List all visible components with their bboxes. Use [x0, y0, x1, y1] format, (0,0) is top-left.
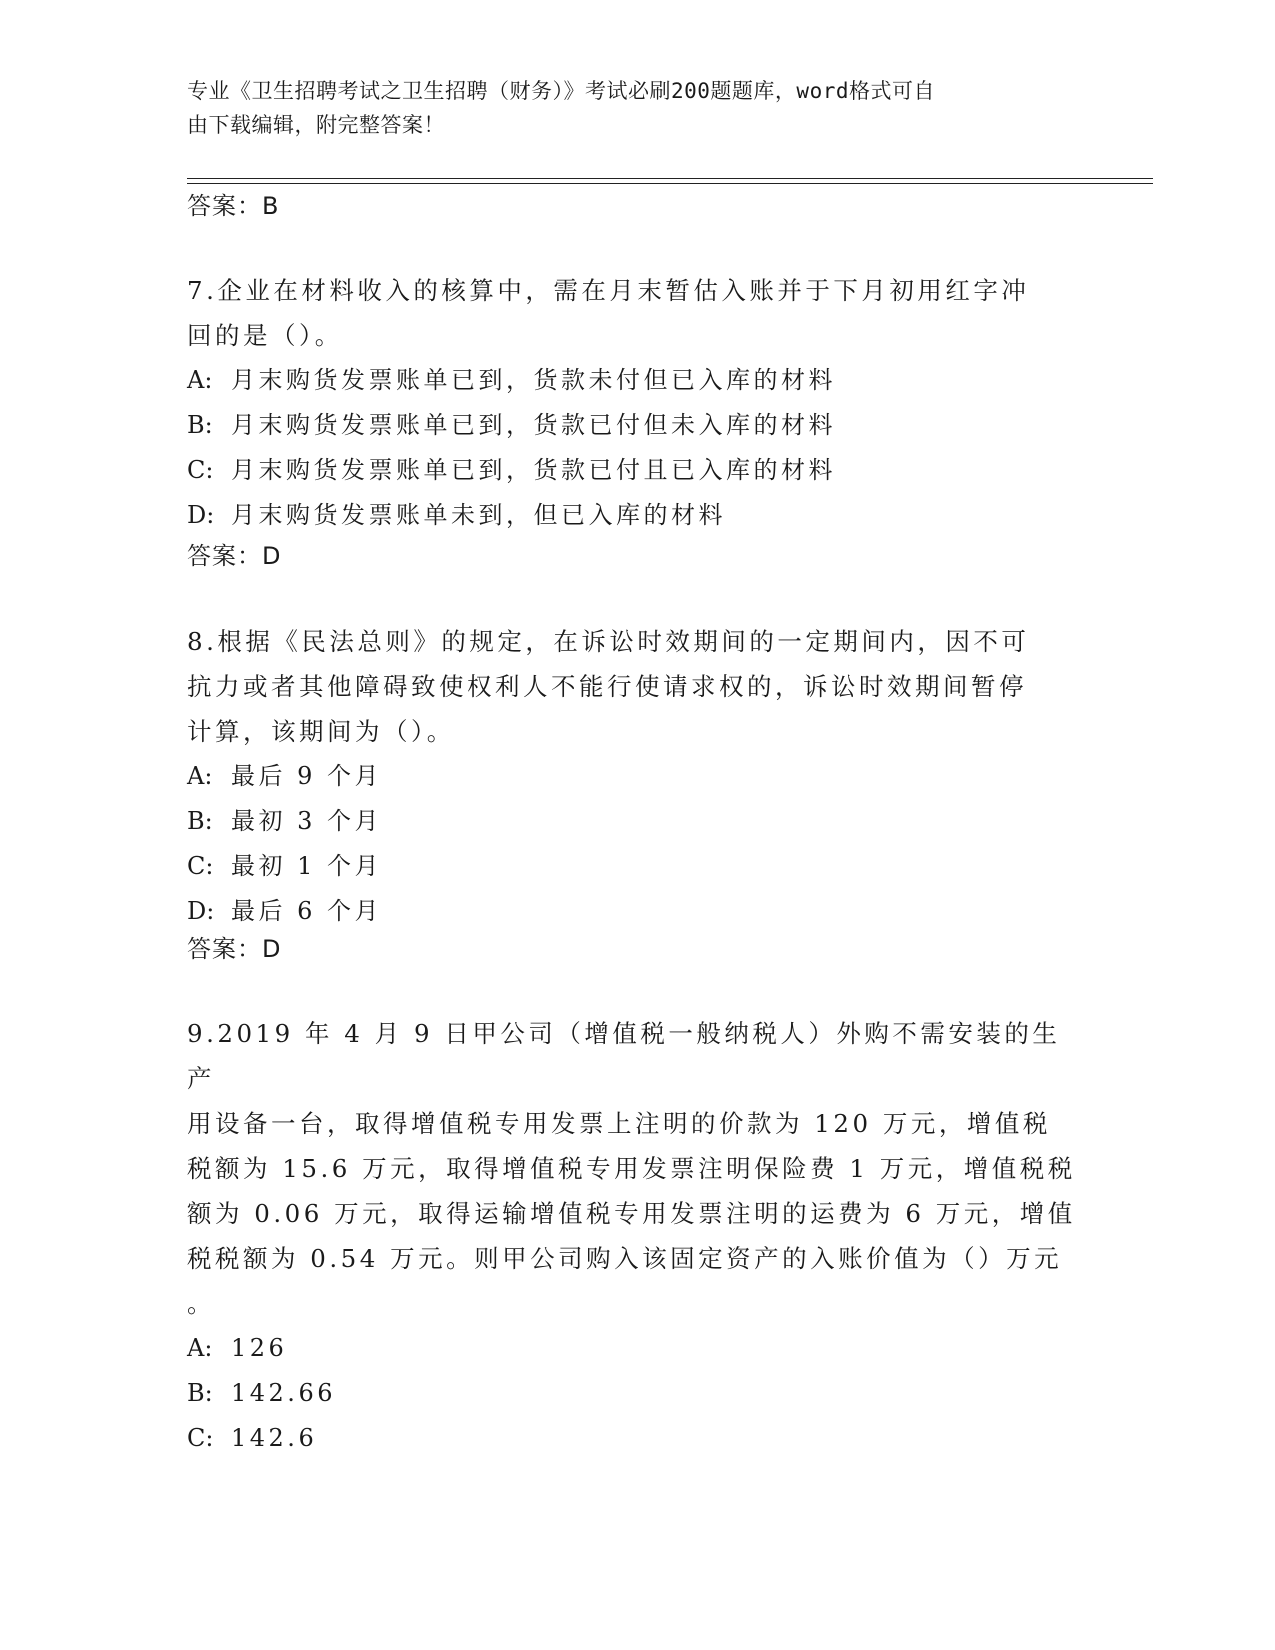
option-label: B:: [187, 1379, 213, 1407]
question-7-line-1: 7.企业在材料收入的核算中，需在月末暂估入账并于下月初用红字冲: [187, 276, 1030, 305]
question-9-line-1: 9.2019 年 4 月 9 日甲公司（增值税一般纳税人）外购不需安装的生产: [187, 1019, 1061, 1093]
header-line-1: 专业《卫生招聘考试之卫生招聘（财务）》考试必刷200题题库，word格式可自: [187, 79, 935, 103]
option-label: B:: [187, 411, 213, 439]
option-label: A:: [187, 762, 213, 790]
page-header: [187, 74, 1067, 142]
question-7-option-c: [187, 448, 1087, 493]
option-text: 最初 3 个月: [231, 807, 383, 835]
question-9-line-4: 额为 0.06 万元，取得运输增值税专用发票注明的运费为 6 万元，增值: [187, 1199, 1076, 1228]
option-text: 月末购货发票账单已到，货款已付且已入库的材料: [231, 456, 836, 484]
question-8-line-1: 8.根据《民法总则》的规定，在诉讼时效期间的一定期间内，因不可: [187, 627, 1030, 656]
option-text: 126: [231, 1334, 288, 1362]
option-text: 142.6: [231, 1424, 318, 1452]
header-divider-bottom: [187, 183, 1153, 184]
question-9-line-2: 用设备一台，取得增值税专用发票上注明的价款为 120 万元，增值税: [187, 1109, 1051, 1138]
option-text: 最初 1 个月: [231, 852, 383, 880]
question-7-line-2: 回的是（）。: [187, 321, 343, 350]
header-divider-top: [187, 178, 1153, 179]
question-9-option-b: [187, 1371, 1087, 1416]
option-label: D:: [187, 501, 215, 529]
option-text: 月末购货发票账单已到，货款已付但未入库的材料: [231, 411, 836, 439]
previous-answer: 答案：B: [187, 192, 280, 220]
question-7: [187, 268, 1087, 538]
option-text: 月末购货发票账单未到，但已入库的材料: [231, 501, 726, 529]
option-text: 最后 9 个月: [231, 762, 383, 790]
question-9-line-6: 。: [187, 1289, 215, 1318]
option-label: A:: [187, 1334, 213, 1362]
option-label: C:: [187, 456, 214, 484]
question-8-line-3: 计算，该期间为（）。: [187, 717, 455, 746]
option-label: B:: [187, 807, 213, 835]
question-7-option-b: [187, 403, 1087, 448]
question-8-option-b: [187, 799, 1087, 844]
option-label: D:: [187, 897, 215, 925]
option-label: C:: [187, 852, 214, 880]
question-7-option-d: [187, 493, 1087, 538]
question-8-option-d: [187, 889, 1087, 934]
question-8: [187, 619, 1087, 934]
option-label: A:: [187, 366, 213, 394]
question-8-line-2: 抗力或者其他障碍致使权利人不能行使请求权的，诉讼时效期间暂停: [187, 672, 1027, 701]
option-label: C:: [187, 1424, 214, 1452]
question-7-answer: 答案：D: [187, 542, 282, 570]
question-9: [187, 1011, 1087, 1461]
header-line-2: 由下载编辑，附完整答案！: [187, 113, 445, 137]
question-8-option-c: [187, 844, 1087, 889]
option-text: 月末购货发票账单已到，货款未付但已入库的材料: [231, 366, 836, 394]
question-9-line-5: 税税额为 0.54 万元。则甲公司购入该固定资产的入账价值为（）万元: [187, 1244, 1063, 1273]
question-9-option-c: [187, 1416, 1087, 1461]
question-8-answer: 答案：D: [187, 935, 282, 963]
question-8-option-a: [187, 754, 1087, 799]
question-9-option-a: [187, 1326, 1087, 1371]
question-9-line-3: 税额为 15.6 万元，取得增值税专用发票注明保险费 1 万元，增值税税: [187, 1154, 1076, 1183]
question-7-option-a: [187, 358, 1087, 403]
option-text: 最后 6 个月: [231, 897, 383, 925]
option-text: 142.66: [231, 1379, 336, 1407]
